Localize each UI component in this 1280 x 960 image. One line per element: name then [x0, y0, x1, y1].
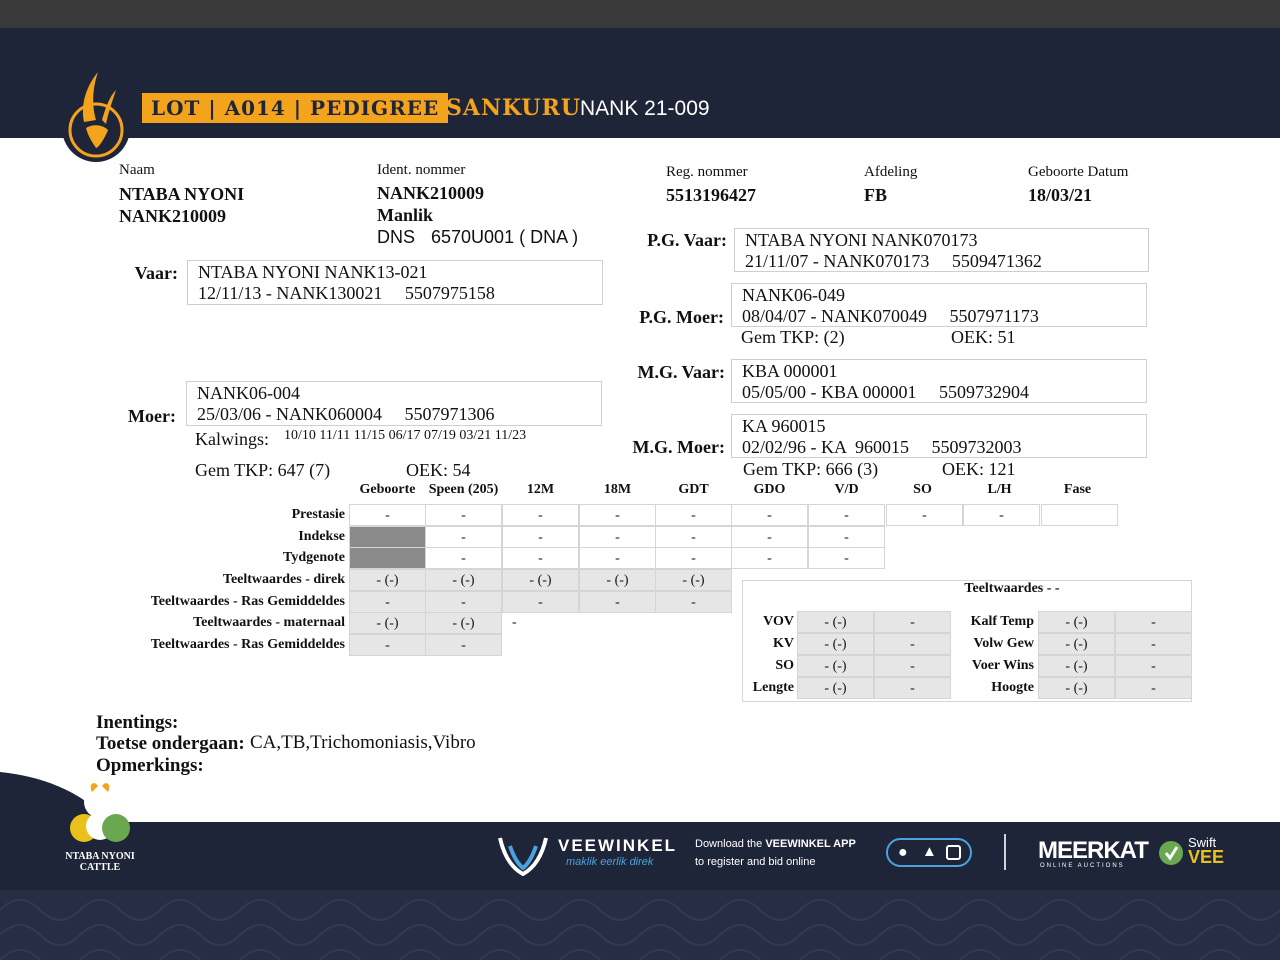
tw-right-avg: -	[1115, 633, 1192, 655]
opmerkings-label: Opmerkings:	[96, 755, 204, 776]
register-text: to register and bid online	[695, 856, 816, 868]
dob-label: Geboorte Datum	[1028, 164, 1129, 180]
perf-cell: -	[349, 504, 426, 526]
perf-cell	[1041, 504, 1118, 526]
cattle-brand-name: NTABA NYONI	[65, 851, 135, 862]
perf-cell: -	[655, 526, 732, 548]
perf-cell	[349, 526, 426, 548]
mg-moer-tkp: Gem TKP: 666 (3)	[743, 459, 879, 479]
mg-moer-details: 02/02/96 - KA 960015 5509732003	[742, 437, 1022, 457]
pg-vaar-box	[734, 228, 1149, 272]
footer-pattern	[0, 890, 1280, 960]
moer-label: Moer:	[128, 406, 176, 426]
perf-row-label: Prestasie	[291, 507, 345, 522]
name-value: NTABA NYONI	[119, 184, 245, 204]
perf-extra: -	[512, 615, 517, 630]
veewinkel-name: VEEWINKEL	[558, 836, 678, 855]
download-suffix: APP	[830, 838, 856, 850]
wave-pattern-icon	[0, 890, 1280, 960]
afdeling-label: Afdeling	[864, 164, 918, 180]
tw-left-label: KV	[773, 636, 794, 651]
mg-vaar-box	[731, 359, 1147, 403]
kalwings-label: Kalwings:	[195, 429, 269, 449]
perf-cell: -	[502, 591, 579, 613]
pg-vaar-name: NTABA NYONI NANK070173	[745, 230, 978, 250]
pg-moer-details: 08/04/07 - NANK070049 5507971173	[742, 306, 1039, 326]
tw-left-value: - (-)	[797, 655, 874, 677]
perf-cell: - (-)	[349, 569, 426, 591]
afdeling-value: FB	[864, 185, 888, 205]
swiftvee-swift: Swift	[1188, 835, 1217, 850]
vaar-label: Vaar:	[134, 263, 178, 283]
tw-left-label: Lengte	[752, 680, 794, 695]
mg-moer-label: M.G. Moer:	[632, 437, 725, 457]
pg-moer-label: P.G. Moer:	[639, 307, 724, 327]
lot-animal-name: SANKURU	[446, 95, 582, 121]
tw-right-avg: -	[1115, 677, 1192, 699]
perf-cell: -	[963, 504, 1040, 526]
perf-cell: -	[502, 526, 579, 548]
perf-col-header: Speen (205)	[428, 482, 499, 497]
mg-moer-oek: OEK: 121	[942, 459, 1016, 479]
mg-moer-name: KA 960015	[742, 416, 826, 436]
toetse-label: Toetse ondergaan:	[96, 733, 245, 754]
perf-cell: -	[579, 591, 656, 613]
footer-divider	[1004, 834, 1006, 870]
vaar-name: NTABA NYONI NANK13-021	[198, 262, 428, 282]
tw-left-avg: -	[874, 611, 951, 633]
perf-col-header: 18M	[603, 482, 632, 497]
perf-cell: -	[425, 526, 502, 548]
perf-cell: -	[425, 634, 502, 656]
perf-cell: -	[425, 547, 502, 569]
perf-cell: - (-)	[502, 569, 579, 591]
perf-col-header: SO	[913, 482, 932, 497]
ident-label: Ident. nommer	[377, 162, 466, 178]
perf-cell: -	[425, 591, 502, 613]
perf-cell: -	[579, 526, 656, 548]
lot-code: NANK 21-009	[580, 97, 710, 120]
pg-vaar-details: 21/11/07 - NANK070173 5509471362	[745, 251, 1042, 271]
moer-details: 25/03/06 - NANK060004 5507971306	[197, 404, 495, 424]
reg-value: 5513196427	[666, 185, 756, 205]
ident-value: NANK210009	[377, 183, 484, 203]
meerkat-sub: ONLINE AUCTIONS	[1040, 863, 1125, 869]
vaar-details: 12/11/13 - NANK130021 5507975158	[198, 283, 495, 303]
tw-left-avg: -	[874, 655, 951, 677]
perf-cell	[349, 547, 426, 569]
perf-col-header: L/H	[987, 482, 1012, 497]
perf-cell: - (-)	[655, 569, 732, 591]
perf-row-label: Teeltwaardes - Ras Gemiddeldes	[150, 637, 345, 652]
tw-left-value: - (-)	[797, 633, 874, 655]
perf-cell: -	[579, 504, 656, 526]
tw-right-value: - (-)	[1038, 633, 1115, 655]
name-id-value: NANK210009	[119, 206, 226, 226]
tw-right-label: Kalf Temp	[970, 614, 1034, 629]
mg-vaar-name: KBA 000001	[742, 361, 838, 381]
pg-moer-oek: OEK: 51	[951, 327, 1016, 347]
moer-box	[186, 381, 602, 426]
tw-left-value: - (-)	[797, 611, 874, 633]
perf-cell: - (-)	[579, 569, 656, 591]
dns-label: DNS	[377, 227, 416, 247]
moer-oek: OEK: 54	[406, 460, 471, 480]
perf-col-header: GDO	[753, 482, 786, 497]
perf-col-header: GDT	[678, 482, 709, 497]
tw-left-avg: -	[874, 677, 951, 699]
veewinkel-tagline: maklik eerlik direk	[566, 856, 654, 868]
perf-col-header: Fase	[1063, 482, 1092, 497]
swiftvee-logo-icon	[1158, 840, 1184, 866]
top-strip	[0, 0, 1280, 28]
tw-right-avg: -	[1115, 611, 1192, 633]
toetse-value: CA,TB,Trichomoniasis,Vibro	[250, 732, 476, 753]
meerkat-name: MEERKAT	[1038, 837, 1148, 864]
perf-row-label: Teeltwaardes - direk	[222, 572, 345, 587]
cattle-logo-icon	[66, 780, 134, 850]
download-text	[695, 837, 856, 851]
tw-right-avg: -	[1115, 655, 1192, 677]
perf-cell: -	[731, 547, 808, 569]
moer-tkp: Gem TKP: 647 (7)	[195, 460, 331, 480]
perf-cell: -	[579, 547, 656, 569]
perf-cell: -	[502, 547, 579, 569]
perf-cell: -	[655, 591, 732, 613]
logo-badge	[62, 62, 130, 162]
perf-cell: -	[655, 504, 732, 526]
reg-label: Reg. nommer	[666, 164, 748, 180]
perf-cell: -	[349, 591, 426, 613]
perf-col-header: Geboorte	[359, 482, 416, 497]
perf-cell: -	[808, 526, 885, 548]
perf-cell: -	[886, 504, 963, 526]
pg-moer-box	[731, 283, 1147, 327]
lot-badge: LOT | A014 | PEDIGREE	[142, 93, 448, 123]
tw-right-label: Volw Gew	[973, 636, 1034, 651]
download-prefix: Download the	[695, 838, 766, 850]
download-brand: VEEWINKEL	[765, 838, 831, 850]
tw-right-label: Voer Wins	[971, 658, 1034, 673]
antelope-logo-icon	[62, 62, 130, 162]
perf-row-label: Indekse	[298, 529, 345, 544]
perf-row-label: Tydgenote	[283, 550, 345, 565]
perf-row-label: Teeltwaardes - Ras Gemiddeldes	[150, 594, 345, 609]
tw-right-value: - (-)	[1038, 677, 1115, 699]
huawei-icon[interactable]	[946, 845, 961, 860]
perf-cell: -	[731, 504, 808, 526]
mg-vaar-label: M.G. Vaar:	[637, 362, 725, 382]
veewinkel-logo-icon	[496, 834, 550, 876]
mg-vaar-details: 05/05/00 - KBA 000001 5509732904	[742, 382, 1030, 402]
tw-right-label: Hoogte	[991, 680, 1034, 695]
perf-col-header: V/D	[834, 482, 859, 497]
footer-wave	[0, 770, 1280, 830]
mg-moer-box	[731, 414, 1147, 458]
swiftvee-vee: VEE	[1188, 847, 1225, 867]
kalwings-value: 10/10 11/11 11/15 06/17 07/19 03/21 11/23	[284, 428, 527, 443]
vaar-box	[187, 260, 603, 305]
dob-value: 18/03/21	[1028, 185, 1093, 205]
perf-cell: - (-)	[349, 612, 426, 634]
perf-cell: -	[808, 547, 885, 569]
pg-moer-tkp: Gem TKP: (2)	[741, 327, 845, 347]
tw-left-value: - (-)	[797, 677, 874, 699]
tw-right-value: - (-)	[1038, 611, 1115, 633]
perf-cell: - (-)	[425, 612, 502, 634]
tw-left-avg: -	[874, 633, 951, 655]
name-label: Naam	[119, 162, 155, 178]
perf-cell: -	[731, 526, 808, 548]
moer-name: NANK06-004	[197, 383, 300, 403]
pg-moer-name: NANK06-049	[742, 285, 845, 305]
tw-right-value: - (-)	[1038, 655, 1115, 677]
apple-icon[interactable]: ●	[898, 844, 908, 861]
sex-value: Manlik	[377, 205, 434, 225]
dns-value: 6570U001 ( DNA )	[431, 227, 579, 247]
perf-cell: -	[425, 504, 502, 526]
pg-vaar-label: P.G. Vaar:	[647, 230, 727, 250]
tw-left-label: VOV	[763, 614, 794, 629]
teeltwaardes-title: Teeltwaardes - -	[964, 581, 1060, 596]
inentings-label: Inentings:	[96, 712, 179, 733]
perf-col-header: 12M	[526, 482, 555, 497]
perf-cell: -	[502, 504, 579, 526]
perf-cell: - (-)	[425, 569, 502, 591]
app-store-links[interactable]	[886, 838, 972, 867]
perf-cell: -	[349, 634, 426, 656]
perf-cell: -	[655, 547, 732, 569]
cattle-brand-sub: CATTLE	[79, 862, 121, 873]
android-icon[interactable]: ▲	[922, 844, 937, 860]
perf-cell: -	[808, 504, 885, 526]
perf-row-label: Teeltwaardes - maternaal	[193, 615, 345, 630]
cattle-brand	[56, 851, 144, 873]
tw-left-label: SO	[775, 658, 794, 673]
